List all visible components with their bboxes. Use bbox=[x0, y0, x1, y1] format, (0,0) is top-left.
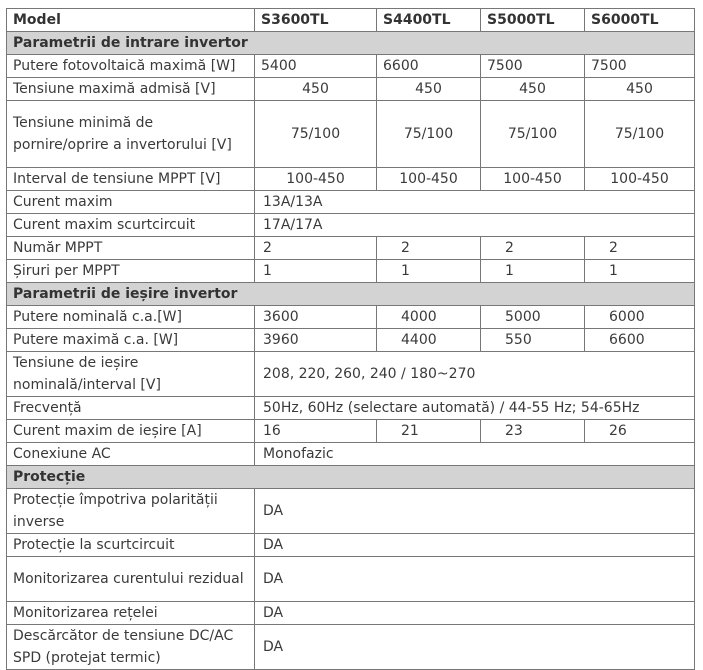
cell: 6600 bbox=[377, 55, 481, 78]
cell: 2 bbox=[481, 237, 585, 260]
table-row bbox=[7, 55, 695, 78]
cell: 13A/13A bbox=[255, 191, 695, 214]
table-row bbox=[7, 101, 695, 168]
cell: 75/100 bbox=[481, 101, 585, 168]
row-label: Șiruri per MPPT bbox=[7, 260, 255, 283]
cell: DA bbox=[255, 489, 695, 534]
table-row bbox=[7, 168, 695, 191]
row-label: Monitorizarea curentului rezidual bbox=[7, 557, 255, 602]
model-col-4: S6000TL bbox=[585, 9, 695, 32]
cell: 100-450 bbox=[481, 168, 585, 191]
table-row bbox=[7, 397, 695, 420]
cell: DA bbox=[255, 557, 695, 602]
row-label: Protecție la scurtcircuit bbox=[7, 534, 255, 557]
table-row bbox=[7, 625, 695, 670]
cell: 6600 bbox=[585, 329, 695, 352]
cell: 100-450 bbox=[255, 168, 377, 191]
section-title: Parametrii de intrare invertor bbox=[7, 32, 695, 55]
table-row bbox=[7, 237, 695, 260]
row-label: Număr MPPT bbox=[7, 237, 255, 260]
section-output bbox=[7, 283, 695, 306]
cell: 100-450 bbox=[377, 168, 481, 191]
cell: 2 bbox=[585, 237, 695, 260]
row-label: Monitorizarea rețelei bbox=[7, 602, 255, 625]
section-protection bbox=[7, 466, 695, 489]
section-title: Protecție bbox=[7, 466, 695, 489]
cell: DA bbox=[255, 602, 695, 625]
row-label: Putere maximă c.a. [W] bbox=[7, 329, 255, 352]
row-label: Descărcător de tensiune DC/AC SPD (protejat termic) bbox=[7, 625, 255, 670]
cell: 208, 220, 260, 240 / 180~270 bbox=[255, 352, 695, 397]
cell: 450 bbox=[255, 78, 377, 101]
section-title: Parametrii de ieșire invertor bbox=[7, 283, 695, 306]
cell: 7500 bbox=[481, 55, 585, 78]
row-label: Tensiune maximă admisă [V] bbox=[7, 78, 255, 101]
row-label: Curent maxim de ieșire [A] bbox=[7, 420, 255, 443]
table-row bbox=[7, 557, 695, 602]
model-col-3: S5000TL bbox=[481, 9, 585, 32]
row-label: Tensiune de ieșire nominală/interval [V] bbox=[7, 352, 255, 397]
cell: Monofazic bbox=[255, 443, 695, 466]
cell: 3600 bbox=[255, 306, 377, 329]
cell: 75/100 bbox=[377, 101, 481, 168]
model-header: Model bbox=[7, 9, 255, 32]
cell: 4400 bbox=[377, 329, 481, 352]
cell: 16 bbox=[255, 420, 377, 443]
cell: 5400 bbox=[255, 55, 377, 78]
table-row bbox=[7, 489, 695, 534]
row-label: Frecvență bbox=[7, 397, 255, 420]
table-row bbox=[7, 329, 695, 352]
table-row bbox=[7, 352, 695, 397]
table-row bbox=[7, 214, 695, 237]
table-row bbox=[7, 306, 695, 329]
cell: 4000 bbox=[377, 306, 481, 329]
cell: 1 bbox=[255, 260, 377, 283]
row-label: Protecție împotriva polarității inverse bbox=[7, 489, 255, 534]
row-label: Curent maxim scurtcircuit bbox=[7, 214, 255, 237]
spec-table bbox=[6, 8, 695, 670]
table-row bbox=[7, 191, 695, 214]
cell: 21 bbox=[377, 420, 481, 443]
table-row bbox=[7, 443, 695, 466]
cell: 2 bbox=[255, 237, 377, 260]
cell: 2 bbox=[377, 237, 481, 260]
header-row bbox=[7, 9, 695, 32]
cell: 6000 bbox=[585, 306, 695, 329]
cell: 26 bbox=[585, 420, 695, 443]
cell: DA bbox=[255, 625, 695, 670]
cell: 23 bbox=[481, 420, 585, 443]
cell: 1 bbox=[377, 260, 481, 283]
model-col-2: S4400TL bbox=[377, 9, 481, 32]
row-label: Putere fotovoltaică maximă [W] bbox=[7, 55, 255, 78]
table-row bbox=[7, 260, 695, 283]
cell: 50Hz, 60Hz (selectare automată) / 44-55 Hz; 54-65Hz bbox=[255, 397, 695, 420]
table-row bbox=[7, 602, 695, 625]
table-row bbox=[7, 534, 695, 557]
cell: 1 bbox=[481, 260, 585, 283]
cell: 450 bbox=[481, 78, 585, 101]
row-label: Tensiune minimă de pornire/oprire a invertorului [V] bbox=[7, 101, 255, 168]
cell: 450 bbox=[585, 78, 695, 101]
cell: 17A/17A bbox=[255, 214, 695, 237]
cell: 5000 bbox=[481, 306, 585, 329]
row-label: Putere nominală c.a.[W] bbox=[7, 306, 255, 329]
cell: 450 bbox=[377, 78, 481, 101]
row-label: Conexiune AC bbox=[7, 443, 255, 466]
cell: DA bbox=[255, 534, 695, 557]
cell: 75/100 bbox=[255, 101, 377, 168]
table-row bbox=[7, 78, 695, 101]
table-row bbox=[7, 420, 695, 443]
cell: 100-450 bbox=[585, 168, 695, 191]
row-label: Curent maxim bbox=[7, 191, 255, 214]
row-label: Interval de tensiune MPPT [V] bbox=[7, 168, 255, 191]
cell: 1 bbox=[585, 260, 695, 283]
cell: 3960 bbox=[255, 329, 377, 352]
cell: 550 bbox=[481, 329, 585, 352]
model-col-1: S3600TL bbox=[255, 9, 377, 32]
cell: 75/100 bbox=[585, 101, 695, 168]
cell: 7500 bbox=[585, 55, 695, 78]
section-input bbox=[7, 32, 695, 55]
